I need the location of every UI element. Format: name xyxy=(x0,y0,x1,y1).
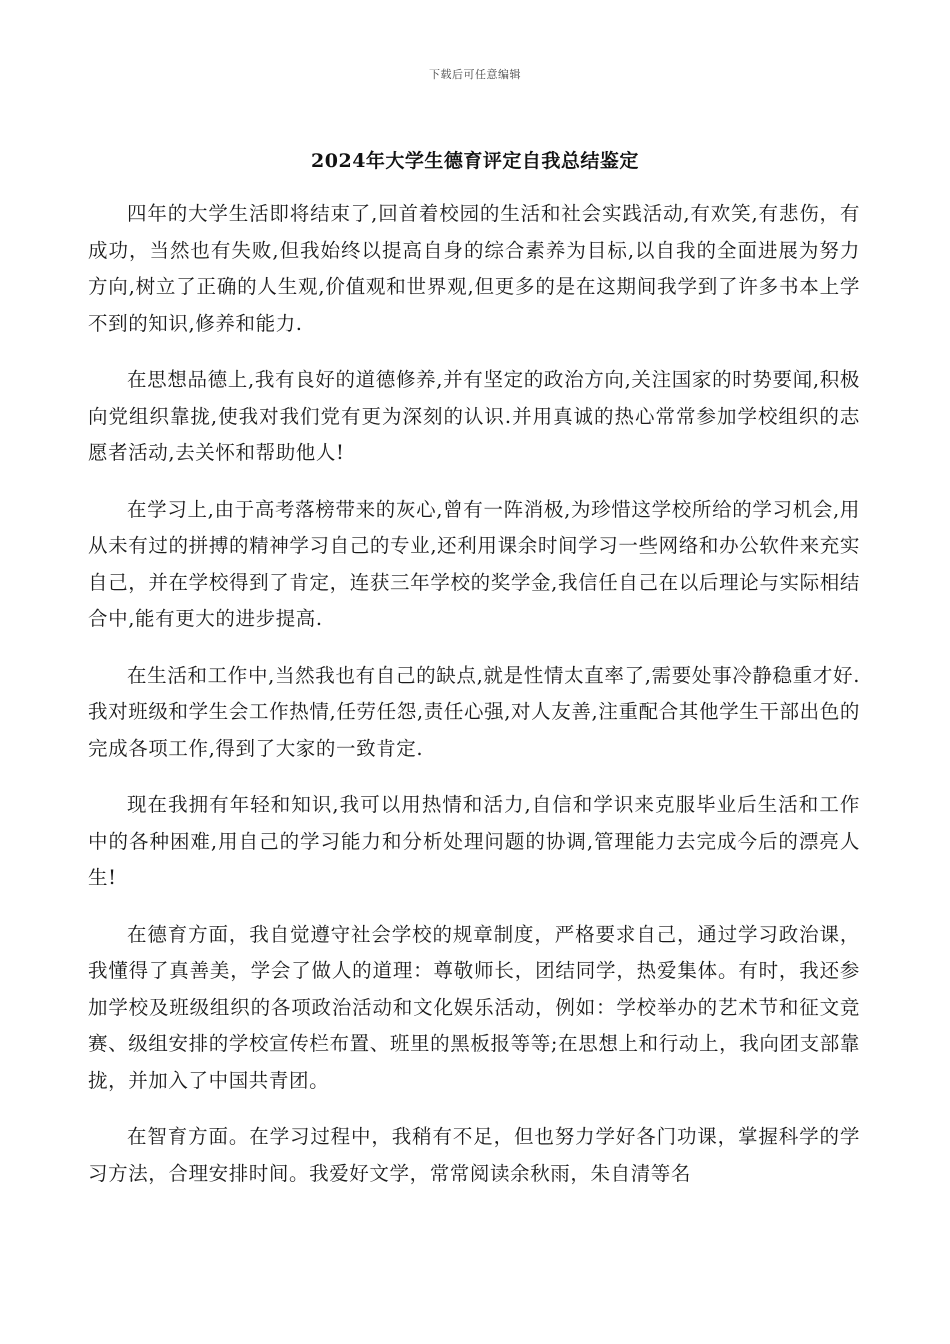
document-body xyxy=(88,196,860,1212)
paragraph-3: 在学习上,由于高考落榜带来的灰心,曾有一阵消极,为珍惜这学校所给的学习机会,用从未有过的拼搏的精神学习自己的专业,还利用课余时间学习一些网络和办公软件来充实自己，并在学校得到了肯定，连获三年学校的奖学金,我信任自己在以后理论与实际相结合中,能有更大的进步提高. xyxy=(88,497,860,630)
paragraph-5: 现在我拥有年轻和知识,我可以用热情和活力,自信和学识来克服毕业后生活和工作中的各种困难,用自己的学习能力和分析处理问题的协调,管理能力去完成今后的漂亮人生! xyxy=(88,793,860,889)
header-note: 下载后可任意编辑 xyxy=(429,68,521,81)
paragraph-4: 在生活和工作中,当然我也有自己的缺点,就是性情太直率了,需要处事冷静稳重才好.我对班级和学生会工作热情,任劳任怨,责任心强,对人友善,注重配合其他学生干部出色的完成各项工作,得到了大家的一致肯定. xyxy=(88,663,860,760)
paragraph-7: 在智育方面。在学习过程中，我稍有不足，但也努力学好各门功课，掌握科学的学习方法，合理安排时间。我爱好文学，常常阅读余秋雨，朱自清等名 xyxy=(88,1125,860,1185)
document-title: 2024年大学生德育评定自我总结鉴定 xyxy=(311,150,639,172)
paragraph-2: 在思想品德上,我有良好的道德修养,并有坚定的政治方向,关注国家的时势要闻,积极向党组织靠拢,使我对我们党有更为深刻的认识.并用真诚的热心常常参加学校组织的志愿者活动,去关怀和帮助他人! xyxy=(88,368,860,464)
paragraph-6: 在德育方面，我自觉遵守社会学校的规章制度，严格要求自己，通过学习政治课，我懂得了真善美，学会了做人的道理：尊敬师长，团结同学，热爱集体。有时，我还参加学校及班级组织的各项政治活动和文化娱乐活动，例如：学校举办的艺术节和征文竞赛、级组安排的学校宣传栏布置、班里的黑板报等等;在思想上和行动上，我向团支部靠拢，并加入了中国共青团。 xyxy=(88,922,860,1092)
paragraph-1: 四年的大学生活即将结束了,回首着校园的生活和社会实践活动,有欢笑,有悲伤，有成功，当然也有失败,但我始终以提高自身的综合素养为目标,以自我的全面进展为努力方向,树立了正确的人生观,价值观和世界观,但更多的是在这期间我学到了许多书本上学不到的知识,修养和能力. xyxy=(88,202,860,335)
